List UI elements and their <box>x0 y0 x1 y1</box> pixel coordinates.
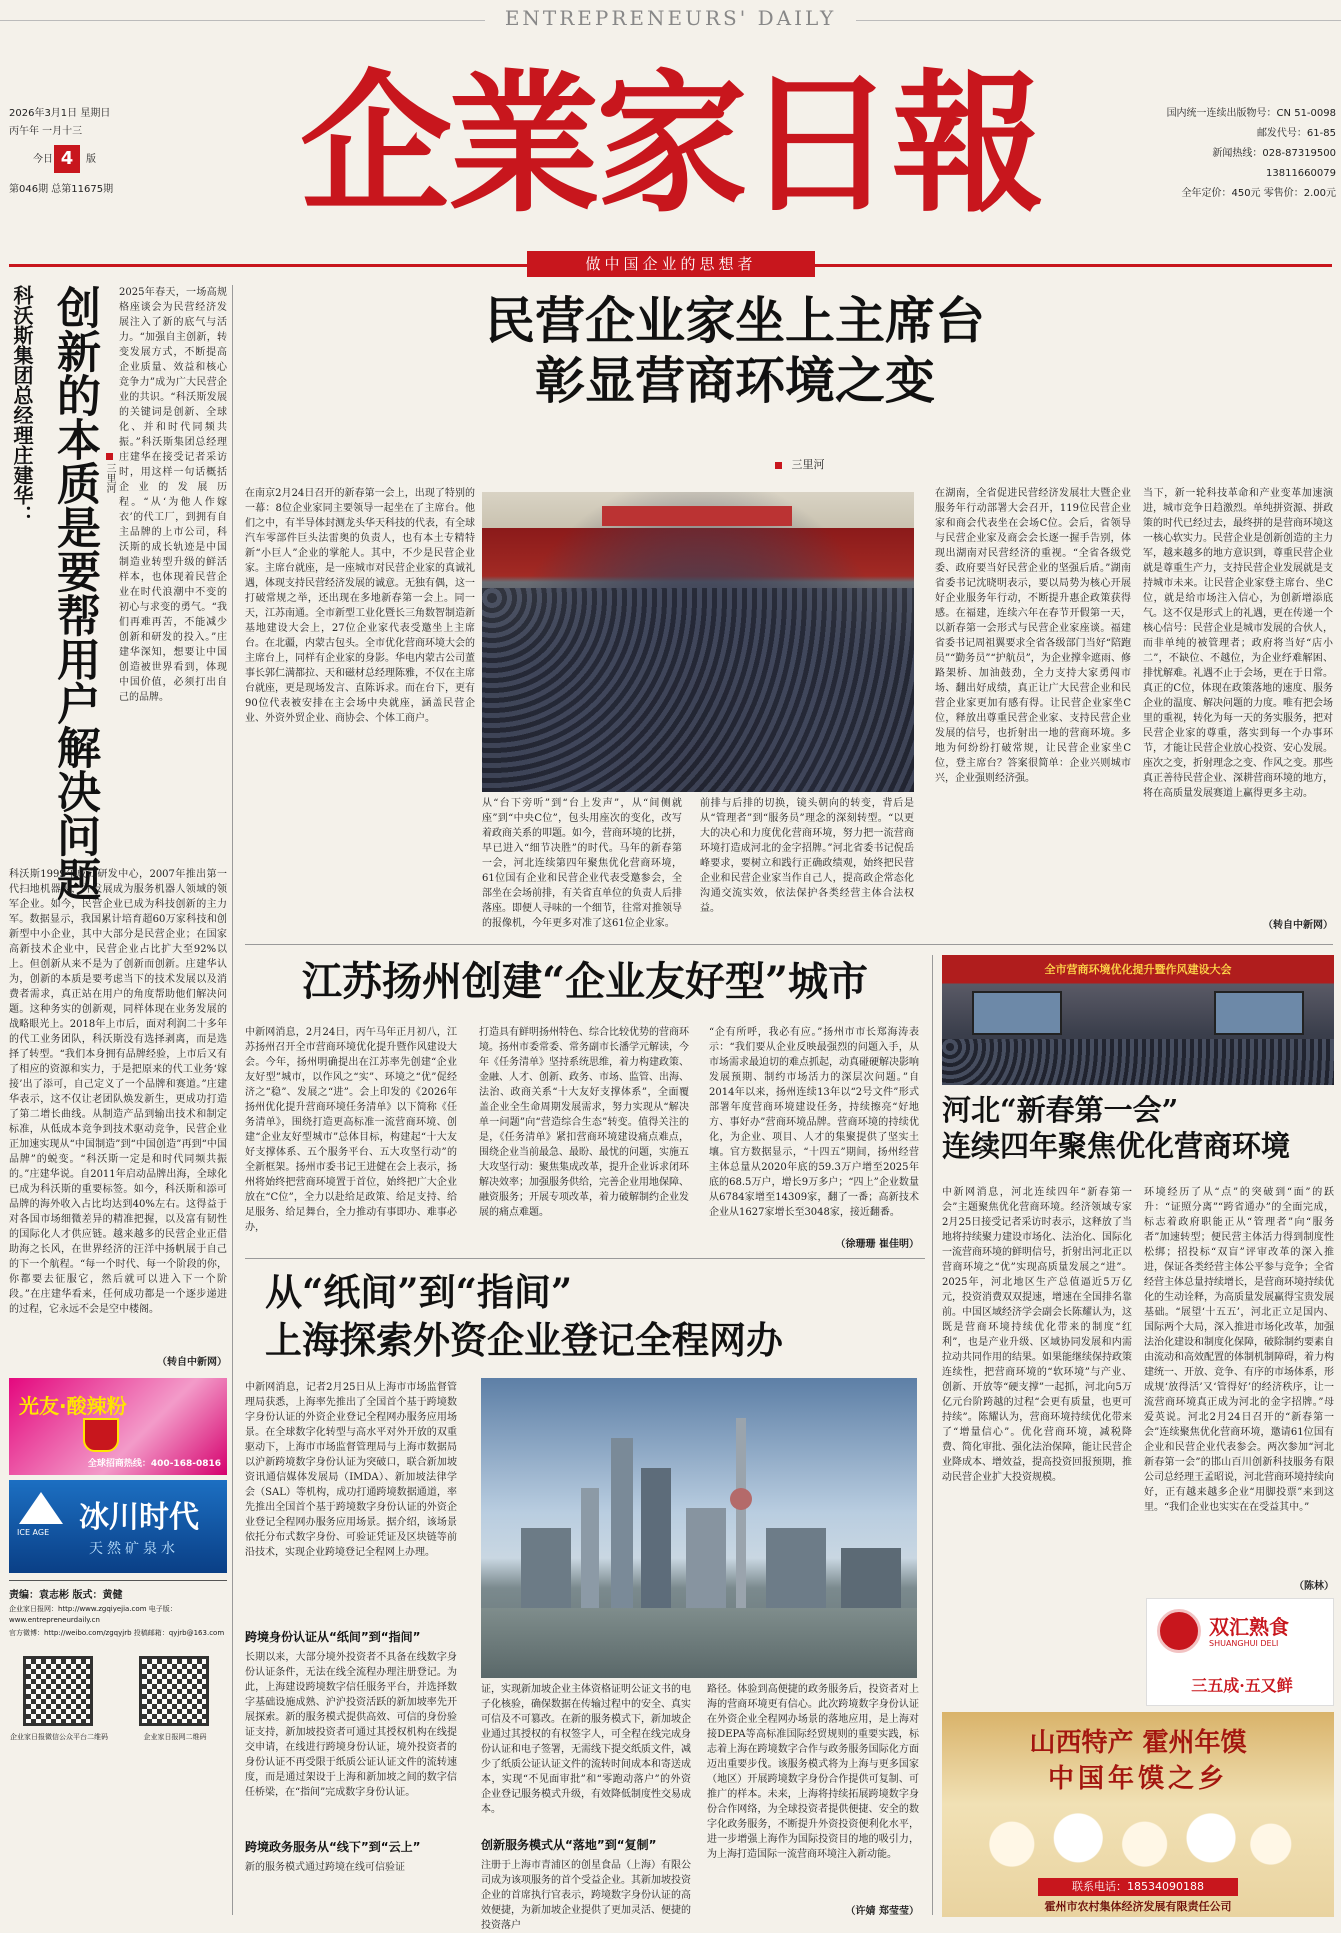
ad-huozhou-contact-text: 联系电话：18534090188 <box>1072 1880 1204 1893</box>
hebei-col2: 环境经历了从“点”的突破到“面”的跃升：“证照分离”“跨省通办”的全面完成，标志着政府职能正从“管理者”向“服务者”加速转型；便民营主体活力得到制度性松绑；招投标“双盲”评审改革的深入推进，保证各类经营主体公平参与竞争；全省经营主体总量持续增长，是营商环境持续优化的生动诠释，为高质量发展赢得宝贵发展基础。“展望‘十五五’，河北正立足国内、国际两个大局，深入推进市场化改革，加强法治化建设和制度化保障，破除制约要素自由流动和高效配置的体制机制障碍，着力构建统一、开放、竞争、有序的市场体系，形成规‘放得活’又‘管得好’的经济秩序，让一流营商环境真正成为河北的金字招牌。”母爱英说。河北2月24日召开的“新春第一会”连续聚焦优化营商环境，邀请61位国有企业和民营企业代表参会。两次参加“河北新春第一会”的邯山百川创新科技服务有限公司总经理王孟昭说，河北营商环境持续向好，正有越来越多企业“用脚投票”来到这里。“我们企业也实实在在受益其中。” <box>1144 1187 1334 1513</box>
lead-author <box>775 456 895 472</box>
cn-number: 国内统一连续出版物号：CN 51-0098 <box>1166 108 1336 119</box>
ad-guangyou-brand: 光友·酸辣粉 <box>19 1394 127 1418</box>
masthead <box>0 0 1341 273</box>
shanghai-photo-skyline <box>481 1378 917 1678</box>
page-count-badge <box>54 145 80 173</box>
qr-code-wechat[interactable] <box>23 1656 93 1726</box>
today-label: 今日 <box>33 154 53 165</box>
yangzhou-title: 江苏扬州创建“企业友好型”城市 <box>301 958 868 1005</box>
lead-col2: 前排与后排的切换，镜头朝向的转变，背后是从“管理者”到“服务员”理念的深刻转型。“以更大的决心和力度优化营商环境，努力把一流营商环境打造成河北的金字招牌。”河北省委书记倪岳峰要求，要树立和践行正确政绩观，始终把民营企业和民营企业家当作自己人，提高政企常态化沟通交流实效，依法保护各类经营主体合法权益。 <box>700 798 914 914</box>
shanghai-sub3: 创新服务模式从“落地”到“复制” <box>481 1838 657 1852</box>
shanghai-col2: 证，实现新加坡企业主体资格证明公证文书的电子化核验，确保数据在传输过程中的安全、真实可信及不可篡改。在新的服务模式下，新加坡企业通过其授权的有权签字人，可全程在线完成身份认证和电子签署，无需线下提交纸质文件，减少了纸质公证认证文件的流转时间成本和寄送成本，实现“不见面审批”和“零跑动落户”的外资企业登记服务模式升级，有效降低制度性交易成本。 <box>481 1684 691 1815</box>
ad-shuanghui[interactable] <box>1146 1598 1334 1706</box>
website-line[interactable]: 企业家日报网：http://www.zgqiyejia.com 电子版：www.entrepreneurdaily.cn <box>9 1605 177 1624</box>
ad-ice-age-en: ICE AGE <box>17 1528 50 1537</box>
editor-line: 责编：袁志彬 版式：黄健 <box>9 1590 123 1601</box>
ad-guangyou-phone: 全球招商热线：400-168-0816 <box>87 1459 221 1469</box>
masthead-title: 企業家日報 <box>300 54 1040 233</box>
yangzhou-col1: 中新网消息，2月24日，丙午马年正月初八，江苏扬州召开全市营商环境优化提升暨作风建设大会。今年，扬州明确提出在江苏率先创建“企业友好型”城市，以作风之“实”、环境之“优”促经济之“稳”、发展之“进”。会上印发的《2026年扬州优化提升营商环境任务清单》以下简称《任务清单》，围绕打造更高标准一流营商环境、创建“企业友好型城市”总体目标，构建起“十大友好支撑体系、五个服务平台、五大攻坚行动”的全新框架。扬州市委书记王进健在会上表示，扬州将始终把营商环境置于首位，始终把广大企业放在“C位”，全力以赴给足政策、给足支持、给足服务、给足舞台，全力推动有事即办、难事必办， <box>245 1027 457 1233</box>
left-article-p1: 2025年春天，一场高规格座谈会为民营经济发展注入了新的底气与活力。“加强自主创新，转变发展方式，不断提高企业质量、效益和核心竞争力”成为广大民营企业的共识。“科沃斯发展的关键词是创新、全球化、并和时代同频共振。”科沃斯集团总经理庄建华在接受记者采访时，用这样一句话概括企业的发展历程。“从‘为他人作嫁衣’的代工厂，到拥有自主品牌的上市公司，科沃斯的成长轨迹是中国制造业转型升级的鲜活样本，也体现着民营企业在时代浪潮中不变的初心与求变的勇气。“我们再难再苦，不能减少创新和研发的投入。”庄建华深知，想要让中国创造被世界看到，体现中国价值，必须打出自己的品牌。 <box>119 287 227 703</box>
issue-line: 第046期 总第11675期 <box>9 184 114 195</box>
hotline2: 13811660079 <box>1266 168 1336 179</box>
ad-huozhou-line2: 中国年馍之乡 <box>1047 1764 1228 1794</box>
qr2-label: 企业家日报网二维码 <box>143 1733 207 1741</box>
price: 全年定价：450元 零售价：2.00元 <box>1181 188 1336 199</box>
slogan: 做中国企业的思想者 <box>585 255 757 273</box>
shanghai-article <box>245 1268 925 1931</box>
left-article-title: 创新的本质是要帮用户解决问题 <box>49 285 100 901</box>
shanghai-col3: 路径。体验到高便捷的政务服务后，投资者对上海的营商环境更有信心。此次跨境数字身份认证在外资企业全程网办场景的落地应用，是上海对接DEPA等高标准国际经贸规则的重要实践，标志着上海在跨境数字合作与政务服务国际化方面迈出重要步伐。该服务模式将为上海与更多国家（地区）开展跨境数字身份合作提供可复制、可推广的样本。未来，上海将持续拓展跨境数字身份合作网络，为全球投资者提供便捷、安全的数字化政务服务，不断提升外资投资便利化水平，进一步增强上海作为国际投资目的地的吸引力，为上海打造国际一流营商环境注入新动能。 <box>707 1684 919 1860</box>
qr1-label: 企业家日报微信公众平台二维码 <box>10 1733 108 1741</box>
ad-huozhou-contact <box>1038 1878 1238 1896</box>
lunar-line: 丙午年 一月十三 <box>9 126 83 137</box>
yangzhou-col2: 打造具有鲜明扬州特色、综合比较优势的营商环境。扬州市委常委、常务副市长潘学元解读，今年《任务清单》坚持系统思维，着力构建政策、金融、人才、创新、政务、市场、监管、出海、法治、政商关系“十大友好支撑体系”，全面覆盖企业全生命周期发展需求，努力实现从“解决单一问题”向“营造综合生态”转变。值得关注的是，《任务清单》紧扣营商环境建设痛点难点，围绕企业当前最急、最盼、最忧的问题，实施五大攻坚行动：聚焦集成改革，提升企业诉求闭环解决效率；加强服务供给，完善企业用地保障、融资服务；开展专项改革，着力破解制约企业发展的痛点难题。 <box>479 1027 689 1218</box>
left-article <box>9 285 227 1370</box>
ad-ice-age-sub: 天然矿泉水 <box>89 1541 179 1557</box>
lead-article <box>245 290 1333 950</box>
date-line: 2026年3月1日 星期日 <box>9 108 111 119</box>
mountain-logo-icon <box>19 1492 63 1524</box>
hebei-title-line1: 河北“新春第一会” <box>942 1093 1179 1127</box>
hotline: 新闻热线：028-87319500 <box>1212 148 1336 159</box>
shanghai-author: （许婧 郑莹莹） <box>845 1906 919 1917</box>
hebei-author: （陈林） <box>1294 1581 1334 1592</box>
shanghai-col1b: 长期以来，大部分境外投资者不具备在线数字身份认证条件，无法在线全流程办理注册登记。为此，上海建设跨境数字信任服务平台，并选择数字基础设施成熟、沪沪投资活跃的新加坡率先开展探索。新的服务模式提供高效、可信的身份验证支持，新加坡投资者可通过其授权机构在线提交申请，在线进行跨境身份认证，境外投资者的身份认证不再受限于纸质公证认证文件的流转速度，而是通过架设于上海和新加坡之间的数字信任桥梁，在“指间”完成数字身份认证。 <box>245 1652 457 1798</box>
hebei-title-line2: 连续四年聚焦优化营商环境 <box>942 1129 1291 1163</box>
slogan-bar <box>527 251 815 277</box>
lead-source: （转自中新网） <box>1263 920 1333 931</box>
shanghai-col1: 中新网消息，记者2月25日从上海市市场监督管理局获悉，上海率先推出了全国首个基于跨境数字身份认证的外资企业登记全程网办服务应用场景。在全球数字化转型与高水平对外开放的双重驱动下，上海市市场监督管理局与上海市数据局以沪新跨境数字身份认证为突破口，联合新加坡资讯通信媒体发展局（IMDA）、新加坡法律学会（SAL）等机构，成功打通跨境数据通道，率先推出全国首个基于跨境数字身份认证的外资企业登记全程网办服务应用场景。据介绍，该场景依托分布式数字身份、可验证凭证及区块链等前沿技术，实现企业跨境登记全程网上办理。 <box>245 1382 457 1558</box>
lead-col1: 在南京2月24日召开的新春第一会上，出现了特别的一幕：8位企业家同主要领导一起坐在了主席台。他们之中，有半导体封测龙头华天科技的代表，有全球汽车零部件巨头法雷奥的负责人，也有本土专精特新“小巨人”企业的掌舵人。其中，不少是民营企业家。主席台就座，是一座城市对民营企业家的真诚礼遇，体现支持民营经济发展的诚意。无独有偶，这一打破常规之举，还出现在多地新春第一会上。同一天，江苏南通。全市新型工业化暨长三角数智制造新基地建设大会上，27位企业家代表受邀坐上主席台。在北疆，内蒙古包头。全市优化营商环境大会的主席台上，同样有企业家的身影。华电内蒙古公司董事长郭仁满都拉、天和磁材总经理陈雅，不仅在主席台就座，更是现场发言、直陈诉求。而在台下，更有90位代表被安排在主会场中央就座，涵盖民营企业、外资外贸企业、商协会、个体工商户。 <box>245 488 475 724</box>
lead-col3: 在湖南，全省促进民营经济发展壮大暨企业服务年行动部署大会召开，119位民营企业家和商会代表坐在会场C位。会后，省领导与民营企业家及商会会长逐一握手告别，体现出湖南对民营经济的重视。“全省各级党委、政府要当好民营企业的坚强后盾。”湖南省委书记沈晓明表示，要以局势为核心开展好企业服务年行动，不断提升惠企政策获得感。在福建，连续六年在春节开假第一天，以新春第一会形式与民营企业家座谈。福建省委书记周祖翼要求全省各级部门当好“陪跑员”“勤务员”“护航员”，为企业撑伞遮雨、修路架桥、加油鼓劲，全力支持大家勇闯市场、翻出好成绩，真正让广大民营企业和民营企业家更加有感有得。让民营企业家坐C位，释放出尊重民营企业家、支持民营企业发展的信号，也折射出一地的营商环境。多地为何纷纷打破常规，让民营企业家坐C位，登主席台？答案很简单：企业兴则城市兴，企业强则经济强。 <box>935 488 1131 784</box>
ad-shuanghui-brand: 双汇熟食 <box>1209 1615 1289 1639</box>
page-suffix: 版 <box>86 154 96 165</box>
ad-huozhou-company: 霍州市农村集体经济发展有限责任公司 <box>1044 1900 1232 1913</box>
hebei-article <box>942 955 1334 1595</box>
ad-huozhou-line1: 山西特产 霍州年馍 <box>1029 1728 1247 1758</box>
footer <box>9 1580 227 1920</box>
lead-photo-conference <box>482 492 914 792</box>
shanghai-col1c: 新的服务模式通过跨境在线可信验证 <box>245 1862 405 1873</box>
lead-title-line2: 彰显营商环境之变 <box>535 351 935 410</box>
yangzhou-article <box>245 955 925 1255</box>
postal-code: 邮发代号：61-85 <box>1256 128 1336 139</box>
lead-title-line1: 民营企业家坐上主席台 <box>485 291 985 350</box>
shanghai-sub1: 跨境身份认证从“纸间”到“指间” <box>245 1630 421 1644</box>
lead-author-name: 三里河 <box>791 458 825 471</box>
left-article-deck: 科沃斯集团总经理庄建华： <box>10 285 34 525</box>
left-article-author <box>103 453 117 493</box>
shanghai-col2b: 注册于上海市青浦区的创星食品（上海）有限公司成为该项服务的首个受益企业。其新加坡投资企业的首席执行官表示，跨境数字身份认证的高效便捷，为新加坡企业提供了更加灵活、便捷的投资落户 <box>481 1860 691 1931</box>
weibo-line[interactable]: 官方微博：http://weibo.com/zgqyjrb 投稿邮箱：qyjrb@163.com <box>9 1629 225 1637</box>
ad-shuanghui-en: SHUANGHUI DELI <box>1209 1639 1279 1648</box>
ad-ice-age[interactable] <box>9 1480 227 1573</box>
ad-ice-age-brand: 冰川时代 <box>79 1500 199 1535</box>
qr-code-website[interactable] <box>139 1656 209 1726</box>
pig-logo-icon <box>1157 1609 1201 1653</box>
shanghai-sub2: 跨境政务服务从“线下”到“云上” <box>245 1840 421 1854</box>
ad-shuanghui-slogan: 三五成·五又鲜 <box>1191 1676 1293 1695</box>
lead-col4: 当下，新一轮科技革命和产业变革加速演进，城市竞争日趋激烈。单纯拼资源、拼政策的时代已经过去，最终拼的是营商环境这一核心软实力。民营企业是创新创造的主力军，越来越多的地方意识到，尊重民营企业就是尊重生产力，支持民营企业发展就是支持城市未来。让民营企业家登主席台、坐C位，就是给市场注入信心，为创新增添底气。这不仅是形式上的礼遇，更在传递一个核心信号：民营企业是城市发展的合伙人，而非单纯的被管理者；政府将当好“店小二”，不缺位、不越位，为企业纾难解困、排忧解难。礼遇不止于会场，更在于日常。真正的C位，体现在政策落地的速度、服务企业的温度、解决问题的力度。唯有把会场里的重视，转化为每一天的务实服务，把对民营企业家的尊重，落实到每一个办事环节，才能让民营企业放心投资、安心发展。座次之变，折射理念之变、作风之变。那些真正善待民营企业、深耕营商环境的地方，将在高质量发展赛道上赢得更多主动。 <box>1143 488 1333 799</box>
hebei-col1: 中新网消息，河北连续四年“新春第一会”主题聚焦优化营商环境。经济领域专家2月25日接受记者采访时表示，这释放了当地将持续聚力建设市场化、法治化、国际化一流营商环境的鲜明信号，折射出河北正以营商环境之“优”实现高质量发展之“进”。2025年，河北地区生产总值逼近5万亿元，投资消费双双提速，增速在全国排名靠前。中国区域经济学会副会长陈耀认为，这既是营商环境持续优化带来的制度“红利”，也是产业升级、区域协同发展和内需拉动共同作用的结果。如果能继续保持政策连续性，把营商环境的“软环境”与产业、创新、开放等“硬支撑”一起抓，河北向5万亿元台阶跨越的过程“会更有质量，也更可持续”。陈耀认为，营商环境持续优化带来了“增量信心”。优化营商环境，减税降费、简化审批、强化法治保障，能让民营企业降成本、增效益，提高投资回报预期，推动民营企业扩大投资规模。 <box>942 1187 1132 1483</box>
left-article-p2: 科沃斯1999年成立研发中心，2007年推出第一代扫地机器人，并发展成为服务机器人领域的领军企业。如今，民营企业已成为科技创新的主力军。数据显示，我国累计培育超60万家科技和创新型中小企业，其中大部分是民营企业；在国家高新技术企业中，民营企业占比扩大至92%以上。但创新从来不是为了创新而创新。庄建华认为，创新的本质是要考虑当下的技术发展以及消费者需求，真正站在用户的角度帮助他们解决问题。这种务实的创新观，同样体现在业务发展的战略眼光上。2018年上市后，面对利润二十多年的代工业务团队，科沃斯没有选择剥离，而是选择了转型。“我们本身拥有品牌经验，上市后又有了相应的资源和实力，于是把原来的代工业务‘嫁接’出了添可，自己定义了一个品牌和赛道。”庄建华表示，这不仅让老团队焕发新生，更成功打造了第二增长曲线。从制造产品到输出技术和制定标准，从低成本竞争到技术驱动竞争，民营企业正加速实现从“中国制造”到“中国创造”再到“中国品牌”的蜕变。“科沃斯一定是和时代同频共振的。”庄建华说。自2011年启动品牌出海，全球化已成为科沃斯的重要标签。如今，科沃斯和添可品牌的海外收入占比均达到40%左右。这得益于对各国市场细微差异的精准把握，以及富有韧性的国际化人才供应链。越来越多的民营企业正借助海之长风，在世界经济的汪洋中扬帆展于自己的下一个航程。“每一个时代、每一个阶段的你，你都要去征服它，然后就可以进入下一个阶段。”在庄建华看来，任何成功都是一个逐步递进的过程，它永远不会是空中楼阁。 <box>9 869 227 1315</box>
ad-huozhou-nianmo[interactable] <box>942 1712 1334 1917</box>
left-article-author-name: 三里河 <box>104 463 115 494</box>
hebei-photo-banner: 全市营商环境优化提升暨作风建设大会 <box>1044 963 1232 976</box>
lead-photo-caption: 从“台下旁听”到“台上发声”，从“间侧就座”到“中央C位”，包头用座次的变化，改写着政商关系的叩题。如今，营商环境的比拼，早已进入“细节决胜”的时代。马年的新春第一会，河北连续第四年聚焦优化营商环境，61位国有企业和民营企业代表受邀参会，全部坐在会场前排，有关省直单位的负责人后排落座。即便人寻味的一个细节，往常对推领导的报像机，今年更多对准了这61位企业家。 <box>482 798 682 929</box>
page-count: 4 <box>60 148 74 169</box>
shanghai-title-line1: 从“纸间”到“指间” <box>265 1270 573 1314</box>
left-article-source: （转自中新网） <box>157 1357 227 1368</box>
ad-guangyou[interactable] <box>9 1378 227 1475</box>
hebei-photo-conference <box>942 955 1334 1085</box>
shanghai-title-line2: 上海探索外资企业登记全程网办 <box>265 1318 783 1362</box>
masthead-english: ENTREPRENEURS' DAILY <box>504 6 837 30</box>
yangzhou-col3: “企有所呼，我必有应。”扬州市市长郑海涛表示：“我们要从企业反映最强烈的问题入手，从市场需求最迫切的难点抓起，动真碰硬解决影响发展预期、制约市场活力的深层次问题。”自2014年以来，扬州连续13年以“2号文件”形式部署年度营商环境建设任务，持续擦亮“好地方、事好办”营商环境品牌。营商环境的持续优化，为企业、项目、人才的集聚提供了坚实土壤。官方数据显示，“十四五”期间，扬州经营主体总量从2020年底的59.3万户增至2025年底的68.5万户，增长9万多户；“四上”企业数量从6784家增至14309家，翻了一番；高新技术企业从1627家增长至3048家，接近翻番。 <box>709 1027 919 1218</box>
yangzhou-author: （徐珊珊 崔佳明） <box>835 1239 919 1250</box>
